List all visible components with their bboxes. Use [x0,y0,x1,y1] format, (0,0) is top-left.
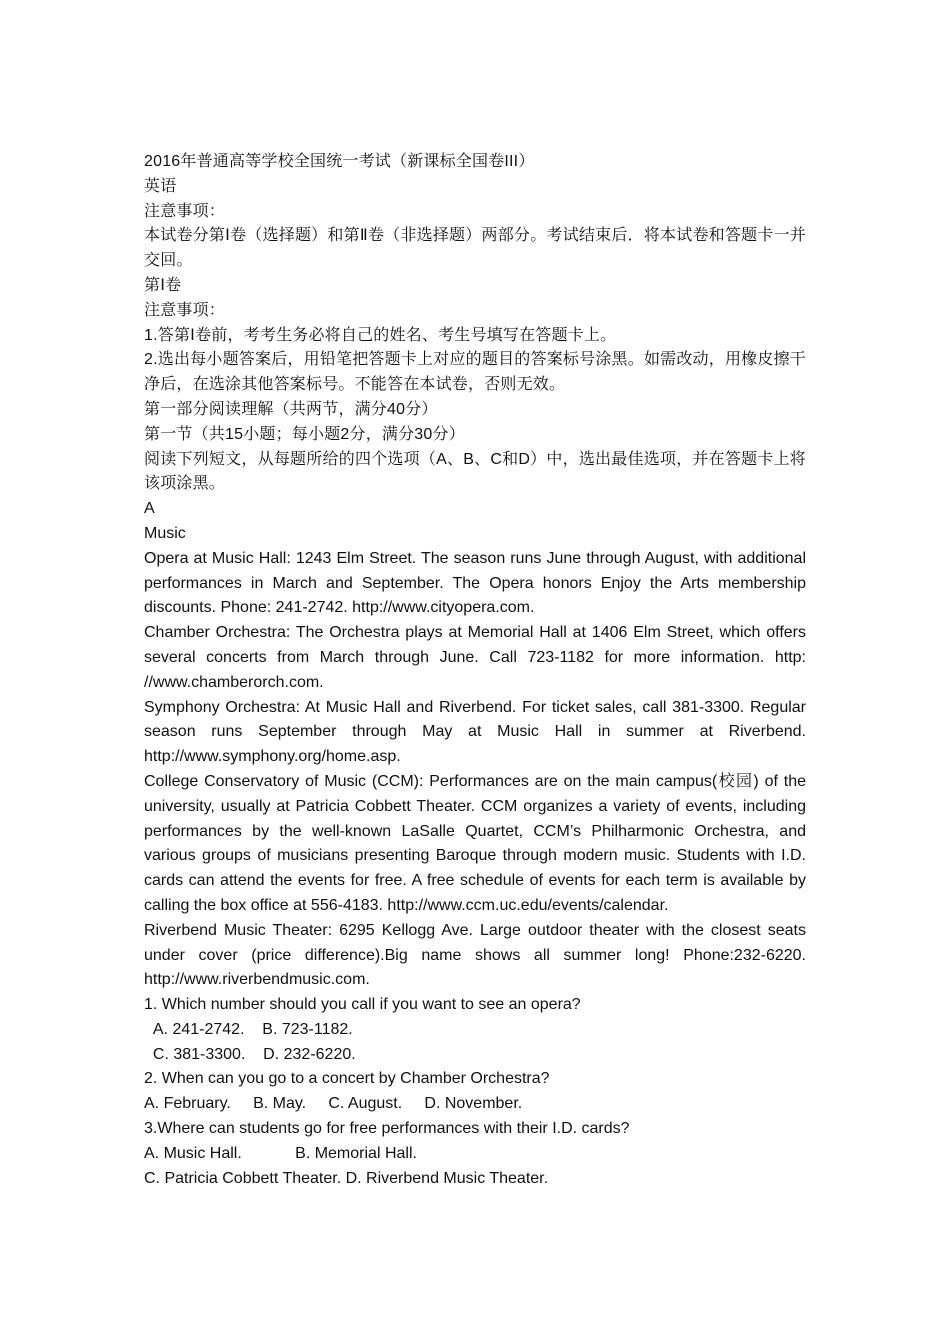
exam-title: 2016年普通高等学校全国统一考试（新课标全国卷III） [144,153,535,170]
volume-notice-heading: 注意事项： [144,301,226,319]
note-item: 2.选出每小题答案后，用铅笔把答题卡上对应的题目的答案标号涂黑。如需改动，用橡皮擦干净后，在选涂其他答案标号。不能答在本试卷，否则无效。 [144,351,806,394]
passage-paragraph: Chamber Orchestra: The Orchestra plays at Memorial Hall at 1406 Elm Street, which offers several concerts from March through June. Call 723-1182 for more information. http: //www.chamberorch.com. [144,624,811,691]
section-heading: 第一节（共15小题；每小题2分，满分30分） [144,425,465,443]
passage-title: Music [144,524,186,542]
question-options: C. Patricia Cobbett Theater. D. Riverbend Music Theater. [144,1169,549,1187]
question-stem: 1. Which number should you call if you want to see an opera? [144,996,581,1014]
passage-paragraph: Opera at Music Hall: 1243 Elm Street. The season runs June through August, with additional performances in March and September. The Opera honors Enjoy the Arts membership discounts. Phone: 241-2742. http://www.cityopera.com. [144,549,811,617]
exam-page [144,150,811,1191]
question-options: C. 381-3300. D. 232-6220. [144,1045,356,1063]
notice-heading: 注意事项： [144,202,226,220]
question-options: A. Music Hall. B. Memorial Hall. [144,1144,417,1162]
part-heading: 第一部分阅读理解（共两节，满分40分） [144,400,438,418]
volume-label: 第Ⅰ卷 [144,276,182,294]
passage-paragraph: College Conservatory of Music (CCM): Performances are on the main campus(校园) of the university, usually at Patricia Cobbett Theater. CCM organizes a variety of events, including performances by the well-known LaSalle Quartet, CCM’s Philharmonic Orchestra, and various groups of musicians presenting Baroque through modern music. Students with I.D. cards can attend the events for free. A free schedule of events for each term is available by calling the box office at 556-4183. http://www.ccm.uc.edu/events/calendar. [144,772,811,914]
question-stem: 2. When can you go to a concert by Chamber Orchestra? [144,1070,550,1088]
question-options: A. 241-2742. B. 723-1182. [144,1020,353,1038]
instruction-paragraph: 阅读下列短文，从每题所给的四个选项（A、B、C和D）中，选出最佳选项，并在答题卡上将该项涂黑。 [144,450,806,493]
note-item: 1.答第Ⅰ卷前，考考生务必将自己的姓名、考生号填写在答题卡上。 [144,326,617,344]
question-stem: 3.Where can students go for free performances with their I.D. cards? [144,1120,630,1138]
passage-paragraph: Symphony Orchestra: At Music Hall and Riverbend. For ticket sales, call 381-3300. Regular season runs September through May at Music Hall in summer at Riverbend. http://www.symphony.org/home.asp. [144,698,811,766]
question-options: A. February. B. May. C. August. D. November. [144,1095,523,1113]
passage-letter: A [144,500,155,518]
intro-paragraph: 本试卷分第Ⅰ卷（选择题）和第Ⅱ卷（非选择题）两部分。考试结束后．将本试卷和答题卡一并交回。 [144,227,806,270]
passage-paragraph: Riverbend Music Theater: 6295 Kellogg Ave. Large outdoor theater with the closest seats under cover (price difference).Big name shows all summer long! Phone:232-6220. http://www.riverbendmusic.com. [144,921,811,989]
subject-label: 英语 [144,177,177,195]
